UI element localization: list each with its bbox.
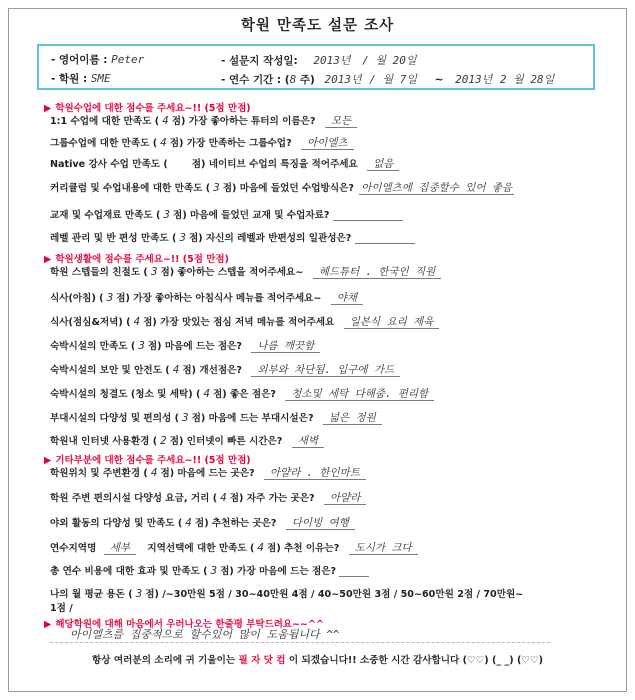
section-campus-life: ▶ 학원생활에 점수를 주세요~!! (5점 만점): [44, 254, 229, 265]
one-line-review-answer: 아이엘츠를 집중적으로 할수있어 많이 도움됩니다 ^^: [70, 628, 340, 641]
survey-date-row: - 설문지 작성일: 2013년 / 월 20일: [221, 54, 417, 67]
question-internet: 학원내 인터넷 사용환경 ( 2 점) 인터넷이 빠른 시간은? 새벽: [50, 433, 324, 448]
academy-row: - 학원 : SME: [51, 72, 111, 85]
answer-lunch-dinner: 일본식 요리 제육: [344, 316, 440, 329]
closing-message: 항상 여러분의 소리에 귀 기울이는 필 자 닷 컴 이 되겠습니다!! 소중한 시간 감사합니다 (♡♡) (_ _) (♡♡): [92, 655, 543, 666]
question-breakfast: 식사(아침) ( 3 점) 가장 좋아하는 아침식사 메뉴를 적어주세요~ 야채: [50, 290, 363, 305]
question-staff-kindness: 학원 스텝들의 친절도 ( 3 점) 좋아하는 스텝을 적어주세요~ 헤드튜터 . 한국인 직원: [50, 264, 441, 279]
question-allowance-cont: 1점 /: [50, 603, 73, 614]
brand-highlight: 필 자 닷 컴: [238, 655, 286, 666]
section-class-rating: ▶ 학원수업에 대한 점수를 주세요~!! (5점 만점): [44, 103, 251, 114]
survey-title: 학원 만족도 설문 조사: [240, 18, 395, 34]
english-name-row: - 영어이름 : Peter: [51, 53, 145, 66]
answer-native-teacher: 없음: [367, 158, 399, 171]
answer-outdoor-activities: 다이빙 여행: [286, 517, 355, 530]
question-dorm-satisfaction: 숙박시설의 만족도 ( 3 점) 마음에 드는 점은? 나름 깨끗함: [50, 338, 320, 353]
question-facilities: 부대시설의 다양성 및 편의성 ( 3 점) 마음에 드는 부대시설은? 넓은 정원: [50, 410, 382, 425]
question-location: 학원위치 및 주변환경 ( 4 점) 마음에 드는 곳은? 아얄라 . 한인마트: [50, 465, 366, 480]
question-group-class: 그룹수업에 대한 만족도 ( 4 점) 가장 만족하는 그룹수업? 아이엘츠: [50, 135, 354, 150]
section-one-line-review: ▶ 해당학원에 대해 마음에서 우러나오는 한줄평 부탁드려요~~^^: [44, 619, 324, 630]
answer-region-reason: 도시가 크다: [349, 542, 418, 555]
answer-dorm-security: 외부와 차단됨. 입구에 가드: [251, 364, 400, 377]
question-nearby-amenities: 학원 주변 편의시설 다양성 요금, 거리 ( 4 점) 자주 가는 곳은? 아얄라: [50, 490, 366, 505]
question-outdoor-activities: 야외 활동의 다양성 및 만족도 ( 4 점) 추천하는 곳은? 다이빙 여행: [50, 515, 355, 530]
question-lunch-dinner: 식사(점심&저녁) ( 4 점) 가장 맛있는 점심 저녁 메뉴를 적어주세요 일본식 요리 제육: [50, 314, 439, 329]
answer-dorm-cleanliness: 청소및 세탁 다해줌. 편리함: [285, 388, 434, 401]
answer-facilities: 넓은 정원: [323, 412, 382, 425]
respondent-info-box: [37, 44, 595, 90]
answer-level-blank: [355, 233, 415, 244]
answer-curriculum: 아이엘츠에 집중할수 있어 좋음: [361, 182, 513, 194]
review-line: [50, 642, 550, 643]
answer-total-cost-blank: [339, 566, 369, 577]
answer-internet: 새벽: [292, 435, 324, 448]
question-1on1-class: 1:1 수업에 대한 만족도 ( 4 점) 가장 좋아하는 튜터의 이름은? 모든: [50, 113, 357, 128]
english-name-value: Peter: [111, 53, 145, 66]
question-materials: 교재 및 수업재료 만족도 ( 3 점) 마음에 들었던 교재 및 수업자료?: [50, 207, 403, 221]
study-period-row: - 연수 기간 : (8 주) 2013년 / 월 7일 ~ 2013년 2 월 28일: [221, 73, 555, 86]
question-curriculum: 커리큘럼 및 수업내용에 대한 만족도 ( 3 점) 마음에 들었던 수업방식은? 아이엘츠에 집중할수 있어 좋음: [50, 181, 513, 194]
question-total-cost: 총 연수 비용에 대한 효과 및 만족도 ( 3 점) 가장 마음에 드는 점은?: [50, 563, 369, 577]
question-allowance: 나의 월 평균 용돈 ( 3 점) /~30만원 5점 / 30~40만원 4점 / 40~50만원 3점 / 50~60만원 2점 / 70만원~: [50, 587, 524, 600]
question-dorm-cleanliness: 숙박시설의 청결도 (청소 및 세탁) ( 4 점) 좋은 점은? 청소및 세탁 다해줌. 편리함: [50, 386, 434, 401]
section-other: ▶ 기타부분에 대한 점수를 주세요~!! (5점 만점): [44, 455, 251, 466]
answer-1on1-class: 모든: [325, 115, 357, 128]
answer-breakfast: 야채: [331, 292, 363, 305]
answer-materials-blank: [333, 210, 403, 221]
answer-group-class: 아이엘츠: [301, 137, 354, 150]
question-dorm-security: 숙박시설의 보안 및 안전도 ( 4 점) 개선점은? 외부와 차단됨. 입구에 가드: [50, 362, 400, 377]
answer-staff-kindness: 헤드튜터 . 한국인 직원: [313, 266, 442, 279]
answer-location: 아얄라 . 한인마트: [264, 467, 366, 480]
question-region: 연수지역명 세부 지역선택에 대한 만족도 ( 4 점) 추천 이유는? 도시가 크다: [50, 540, 418, 555]
question-level-placement: 레벨 관리 및 반 편성 만족도 ( 3 점) 자신의 레벨과 반편성의 일관성은?: [50, 230, 415, 244]
academy-value: SME: [90, 72, 111, 85]
answer-region-name: 세부: [104, 542, 136, 555]
question-native-teacher: Native 강사 수업 만족도 ( 점) 네이티브 수업의 특징을 적어주세요 없음: [50, 156, 399, 171]
answer-dorm-satisfaction: 나름 깨끗함: [251, 340, 320, 353]
answer-nearby-amenities: 아얄라: [324, 492, 366, 505]
